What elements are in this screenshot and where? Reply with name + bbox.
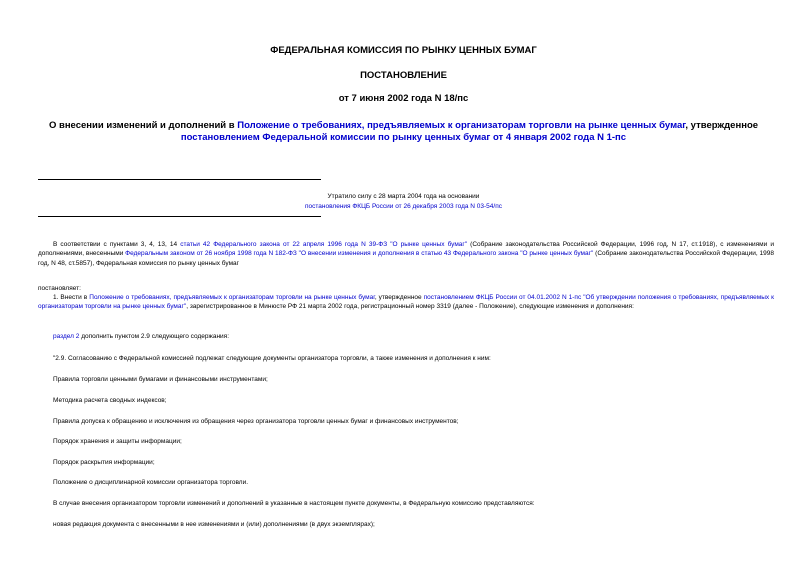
item-1-paragraph xyxy=(38,293,774,312)
preamble-text-2: (Собрание законодательства Российской Федерации, 1996 год, N 17, ст.1918), с изменениями и дополнениями, внесенными xyxy=(38,241,774,258)
document-title xyxy=(0,120,807,144)
preamble-text-3: (Собрание законодательства Российской Федерации, 1998 год, N 48, ст.5857), Федеральная комиссия по рынку ценных бумаг xyxy=(38,250,775,267)
quoted-line: Правила торговли ценными бумагами и финансовыми инструментами; xyxy=(53,376,268,383)
lost-force-link[interactable]: постановления ФКЦБ России от 26 декабря 2003 года N 03-54/пс xyxy=(305,203,502,210)
title-prefix: О внесении изменений и дополнений в xyxy=(48,120,238,131)
quoted-line: В случае внесения организатором торговли изменений и дополнений в указанные в настоящем пункте документы, в Федеральную комиссию представляются: xyxy=(53,500,535,507)
preamble-paragraph xyxy=(38,240,774,268)
item1-link-decree[interactable]: постановлением ФКЦБ России от 04.01.2002 N 1-пс "Об утверждении положения о требованиях, предъявляемых к организаторам торговли на рынке ценных бумаг" xyxy=(38,294,774,311)
item1-text-3: , зарегистрированное в Минюсте РФ 21 марта 2002 года, регистрационный номер 3319 (далее - Положение), следующие изменения и дополнения: xyxy=(186,303,634,311)
preamble-link-law-39fz[interactable]: статьи 42 Федерального закона от 22 апреля 1996 года N 39-ФЗ "О рынке ценных бумаг" xyxy=(180,241,468,248)
item1-text-2: , утвержденное xyxy=(374,294,424,301)
quoted-line: "2.9. Согласованию с Федеральной комиссией подлежат следующие документы организатора торговли, а также изменения и дополнения к ним: xyxy=(53,355,491,362)
quoted-line: Положение о дисциплинарной комиссии организатора торговли. xyxy=(53,479,249,486)
section-2-link[interactable]: раздел 2 xyxy=(53,333,80,340)
issuing-authority: ФЕДЕРАЛЬНАЯ КОМИССИЯ ПО РЫНКУ ЦЕННЫХ БУМАГ xyxy=(270,45,537,56)
title-link-regulation[interactable]: Положение о требованиях, предъявляемых к организаторам торговли на рынке ценных бумаг xyxy=(237,120,686,131)
item1-text-1: 1. Внести в xyxy=(53,294,90,301)
document-type: ПОСТАНОВЛЕНИЕ xyxy=(360,70,447,81)
quoted-line: новая редакция документа с внесенными в нее изменениями и (или) дополнениями (в двух экземплярах); xyxy=(53,521,375,528)
document-date-number: от 7 июня 2002 года N 18/пс xyxy=(338,93,469,104)
preamble-text-1: В соответствии с пунктами 3, 4, 13, 14 xyxy=(53,241,181,248)
decree-word: постановляет: xyxy=(38,285,81,292)
quoted-line: Порядок раскрытия информации; xyxy=(53,459,155,466)
quoted-line: Правила допуска к обращению и исключения из обращения через организатора торговли ценных бумаг и финансовых инструментов; xyxy=(53,418,459,425)
title-mid: , утвержденное xyxy=(685,120,759,131)
divider-bottom xyxy=(38,216,321,217)
preamble-link-law-182fz[interactable]: Федеральным законом от 26 ноября 1998 года N 182-ФЗ "О внесении изменения и дополнения в статью 43 Федерального закона "О рынке ценных бумаг" xyxy=(125,250,594,258)
title-link-decree[interactable]: постановлением Федеральной комиссии по рынку ценных бумаг от 4 января 2002 года N 1-пс xyxy=(180,132,627,143)
section-2-text: дополнить пунктом 2.9 следующего содержания: xyxy=(79,333,230,340)
quoted-line: Методика расчета сводных индексов; xyxy=(53,397,167,404)
item1-link-regulation[interactable]: Положение о требованиях, предъявляемых к организаторам торговли на рынке ценных бумаг xyxy=(89,294,375,301)
divider-top xyxy=(38,179,321,180)
section-2-paragraph xyxy=(53,332,774,341)
lost-force-text: Утратило силу с 28 марта 2004 года на основании xyxy=(327,193,480,200)
lost-force-note xyxy=(0,192,807,212)
quoted-line: Порядок хранения и защиты информации; xyxy=(53,438,182,445)
